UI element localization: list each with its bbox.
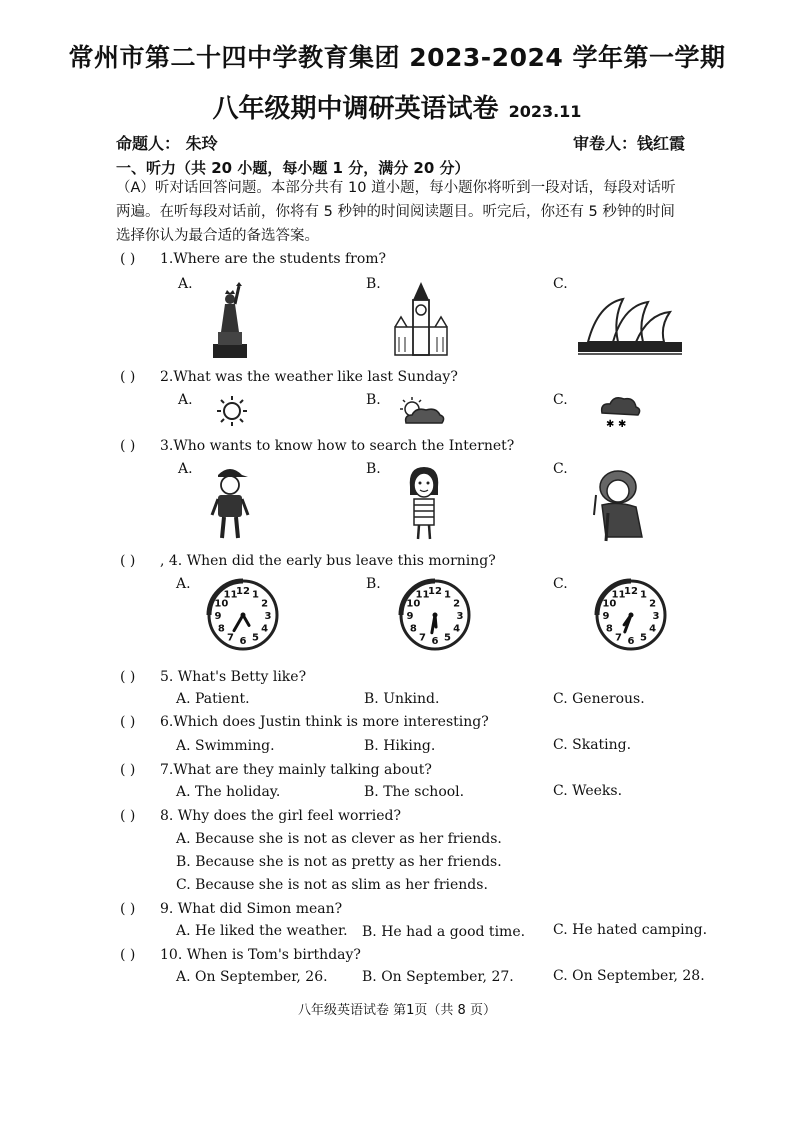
clock-number: 6 <box>239 636 247 647</box>
page-footer: 八年级英语试卷 第1页（共 8 页） <box>298 1003 496 1018</box>
option-c[interactable]: C. On September, 28. <box>553 968 705 984</box>
question-text: 3.Who wants to know how to search the Internet? <box>160 438 515 454</box>
answer-blank[interactable]: ( ) <box>120 251 136 267</box>
clock-number: 12 <box>624 586 638 597</box>
instruction-line-1: （A）听对话回答问题。本部分共有 10 道小题，每小题你将听到一段对话，每段对话听 <box>116 180 676 196</box>
question-5 <box>120 669 306 685</box>
option-a[interactable]: A. The holiday. <box>176 784 281 800</box>
clock-number: 8 <box>409 623 417 635</box>
clock-number: 5 <box>444 632 451 644</box>
big-ben-icon[interactable] <box>393 282 449 357</box>
clock-number: 11 <box>415 589 430 601</box>
clock-number: 12 <box>236 586 250 597</box>
sunny-icon[interactable] <box>216 395 248 427</box>
svg-text:✱: ✱ <box>606 419 615 430</box>
option-c-label: C. <box>553 392 568 408</box>
option-c-label: C. <box>553 576 568 592</box>
answer-blank[interactable]: ( ) <box>120 438 136 454</box>
clock-number: 7 <box>227 632 234 644</box>
section-heading: 一、听力（共 20 小题，每小题 1 分，满分 20 分） <box>116 159 470 177</box>
question-3 <box>120 438 514 454</box>
option-a[interactable]: A. On September, 26. <box>176 969 328 985</box>
clock-number: 1 <box>640 589 647 601</box>
clock-number: 8 <box>605 623 613 635</box>
question-10 <box>120 947 361 963</box>
clock-number: 6 <box>431 636 439 647</box>
clock-number: 10 <box>602 598 617 610</box>
option-c[interactable]: C. Skating. <box>553 737 632 753</box>
question-text: 8. Why does the girl feel worried? <box>160 808 402 824</box>
instruction-line-2: 两遍。在听每段对话前，你将有 5 秒钟的时间阅读题目。听完后，你还有 5 秒钟的时间 <box>116 204 675 220</box>
clock-number: 8 <box>217 623 225 635</box>
option-b-label: B. <box>366 576 381 592</box>
question-text: , 4. When did the early bus leave this morning? <box>160 553 496 569</box>
question-text: 10. When is Tom's birthday? <box>160 947 361 963</box>
option-b[interactable]: B. Because she is not as pretty as her friends. <box>176 854 502 870</box>
question-2 <box>120 369 458 385</box>
question-1 <box>120 251 386 267</box>
clock-number: 1 <box>252 589 259 601</box>
question-4 <box>120 553 496 569</box>
question-9 <box>120 901 342 917</box>
option-c[interactable]: C. Because she is not as slim as her friends. <box>176 877 488 893</box>
option-b[interactable]: B. Hiking. <box>364 738 436 754</box>
option-a-label: A. <box>178 276 193 292</box>
clock-number: 11 <box>223 589 238 601</box>
reviewer-label: 审卷人：钱红霞 <box>573 134 686 153</box>
option-c[interactable]: C. Weeks. <box>553 783 623 799</box>
option-a[interactable]: A. Swimming. <box>176 738 275 754</box>
answer-blank[interactable]: ( ) <box>120 714 136 730</box>
question-6 <box>120 714 489 730</box>
clock-number: 10 <box>214 598 229 610</box>
question-text: 2.What was the weather like last Sunday? <box>160 369 458 385</box>
exam-date: 2023.11 <box>508 102 582 121</box>
option-b[interactable]: B. The school. <box>364 784 465 800</box>
clock-number: 10 <box>406 598 421 610</box>
option-c[interactable]: C. Generous. <box>553 691 645 707</box>
clock-number: 4 <box>453 623 461 635</box>
answer-blank[interactable]: ( ) <box>120 369 136 385</box>
clock-number: 5 <box>252 632 259 644</box>
option-a-label: A. <box>176 576 191 592</box>
question-text: 6.Which does Justin think is more interesting? <box>160 714 489 730</box>
sydney-opera-house-icon[interactable] <box>578 294 682 356</box>
clock-number: 9 <box>214 611 222 622</box>
clock-number: 11 <box>611 589 626 601</box>
question-text: 7.What are they mainly talking about? <box>160 762 432 778</box>
svg-text:✱: ✱ <box>618 419 627 430</box>
question-text: 9. What did Simon mean? <box>160 901 343 917</box>
option-b-label: B. <box>366 461 381 477</box>
exam-title-line1: 常州市第二十四中学教育集团 2023-2024 学年第一学期 <box>68 43 726 72</box>
option-c-label: C. <box>553 461 568 477</box>
instruction-line-3: 选择你认为最合适的备选答案。 <box>116 228 319 244</box>
answer-blank[interactable]: ( ) <box>120 947 136 963</box>
exam-title-line2 <box>0 88 794 125</box>
clock-number: 4 <box>261 623 269 635</box>
clock-c-icon[interactable] <box>593 577 669 653</box>
answer-blank[interactable]: ( ) <box>120 808 136 824</box>
statue-of-liberty-icon[interactable] <box>205 282 255 360</box>
clock-number: 2 <box>453 598 461 610</box>
answer-blank[interactable]: ( ) <box>120 901 136 917</box>
option-a[interactable]: A. Because she is not as clever as her friends. <box>176 831 502 847</box>
clock-number: 9 <box>602 611 610 622</box>
option-c-label: C. <box>553 276 568 292</box>
clock-number: 7 <box>419 632 426 644</box>
clock-number: 6 <box>627 636 635 647</box>
clock-number: 2 <box>649 598 657 610</box>
clock-number: 3 <box>456 611 464 622</box>
option-b[interactable]: B. He had a good time. <box>362 924 526 940</box>
clock-number: 3 <box>264 611 272 622</box>
old-woman-icon[interactable] <box>588 465 650 543</box>
option-b[interactable]: B. On September, 27. <box>362 969 514 985</box>
clock-number: 7 <box>615 632 622 644</box>
option-a-label: A. <box>178 461 193 477</box>
question-8 <box>120 808 401 824</box>
option-a-label: A. <box>178 392 193 408</box>
option-c[interactable]: C. He hated camping. <box>553 922 708 938</box>
clock-number: 5 <box>640 632 647 644</box>
question-text: 5. What's Betty like? <box>160 669 307 685</box>
answer-blank[interactable]: ( ) <box>120 762 136 778</box>
clock-number: 1 <box>444 589 451 601</box>
author-label: 命题人： 朱玲 <box>116 134 218 153</box>
snow-cloud-icon[interactable] <box>598 393 640 429</box>
boy-with-cap-icon[interactable] <box>208 463 252 541</box>
answer-blank[interactable]: ( ) <box>120 669 136 685</box>
option-b[interactable]: B. Unkind. <box>364 691 440 707</box>
question-text: 1.Where are the students from? <box>160 251 387 267</box>
exam-subtitle: 八年级期中调研英语试卷 <box>212 94 499 124</box>
option-a[interactable]: A. Patient. <box>176 691 250 707</box>
clock-number: 4 <box>649 623 657 635</box>
option-a[interactable]: A. He liked the weather. <box>176 923 348 939</box>
clock-number: 12 <box>428 586 442 597</box>
option-b-label: B. <box>366 276 381 292</box>
answer-blank[interactable]: ( ) <box>120 553 136 569</box>
question-7 <box>120 762 432 778</box>
clock-number: 9 <box>406 611 414 622</box>
option-b-label: B. <box>366 392 381 408</box>
clock-number: 3 <box>652 611 660 622</box>
partly-cloudy-icon[interactable] <box>398 397 446 427</box>
clock-b-icon[interactable] <box>397 577 473 653</box>
girl-icon[interactable] <box>404 465 444 541</box>
clock-number: 2 <box>261 598 269 610</box>
clock-a-icon[interactable] <box>205 577 281 653</box>
